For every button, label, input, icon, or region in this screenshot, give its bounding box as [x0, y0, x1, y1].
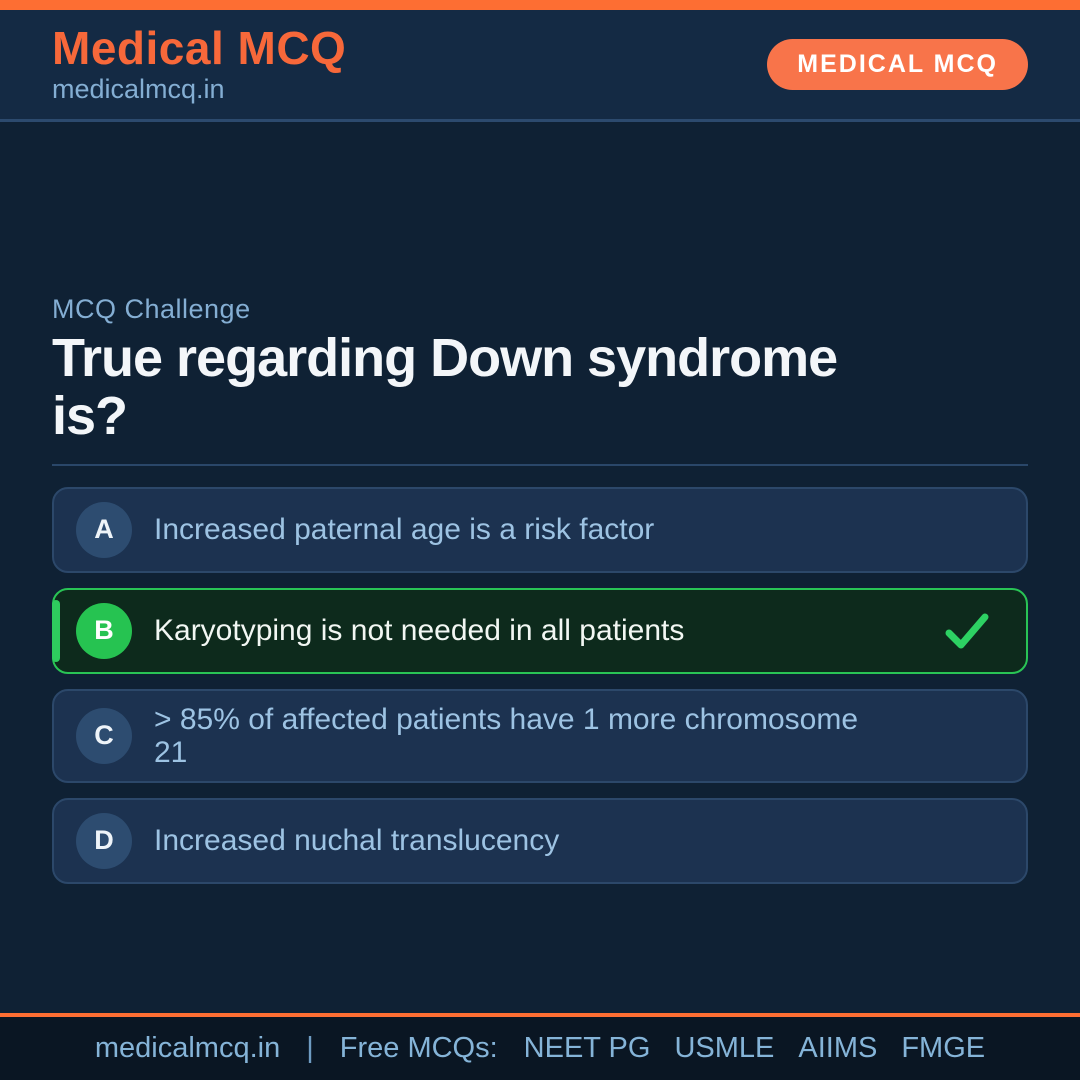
brand-subtitle: medicalmcq.in: [52, 74, 225, 105]
option-d-letter-badge: D: [76, 813, 132, 869]
check-icon: [944, 611, 990, 651]
option-a[interactable]: [52, 487, 1028, 573]
footer-separator: |: [306, 1032, 314, 1064]
footer-exam-list: [524, 1032, 985, 1065]
option-b-text: Karyotyping is not needed in all patients: [154, 614, 685, 648]
correct-accent-bar: [52, 600, 60, 662]
question-title: [52, 329, 1028, 446]
option-a-text: Increased paternal age is a risk factor: [154, 513, 655, 547]
brand: [52, 21, 347, 105]
question-eyebrow: MCQ Challenge: [52, 294, 251, 324]
main-content: [0, 294, 1080, 884]
option-c-text: > 85% of affected patients have 1 more chromosome 21: [154, 702, 859, 769]
footer-exam-neet-pg: NEET PG: [523, 1032, 651, 1064]
top-accent-strip: [0, 0, 1080, 10]
option-d[interactable]: [52, 798, 1028, 884]
footer-exam-aiims: AIIMS: [798, 1032, 878, 1064]
options-list: [52, 487, 1028, 884]
footer-tagline: Free MCQs:: [339, 1032, 498, 1064]
footer-site: medicalmcq.in: [94, 1032, 281, 1064]
brand-title: Medical MCQ: [52, 21, 347, 74]
option-a-letter-badge: A: [76, 502, 132, 558]
footer-exam-fmge: FMGE: [901, 1032, 986, 1064]
header: [0, 10, 1080, 122]
brand-badge: MEDICAL MCQ: [767, 39, 1028, 90]
footer-exam-usmle: USMLE: [674, 1032, 775, 1064]
option-c[interactable]: [52, 689, 1028, 783]
question-divider: [52, 464, 1028, 466]
option-c-letter-badge: C: [76, 708, 132, 764]
footer: [0, 1013, 1080, 1080]
option-d-text: Increased nuchal translucency: [154, 824, 560, 858]
option-b-letter-badge: B: [76, 603, 132, 659]
question-line-1: True regarding Down syndrome: [52, 328, 838, 388]
option-b-correct[interactable]: [52, 588, 1028, 674]
question-line-2: is?: [52, 386, 128, 447]
